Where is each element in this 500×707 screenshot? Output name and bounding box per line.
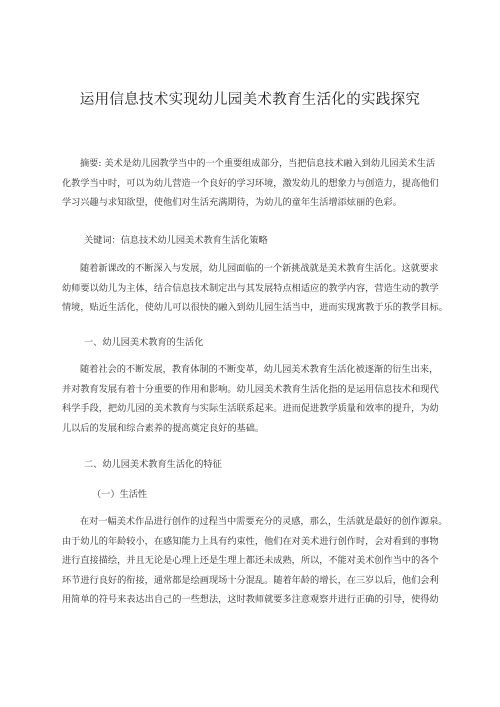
section2-line: 在对一幅美术作品进行创作的过程当中需要充分的灵感，那么，生活就是最好的创作源泉。	[80, 516, 448, 527]
intro-paragraph	[62, 259, 448, 318]
section2-line: 环节进行良好的衔接，通常都是绘画现场十分混乱。随着年龄的增长，在三岁以后，他们会利	[62, 574, 439, 586]
document-title: 运用信息技术实现幼儿园美术教育生活化的实践探究	[79, 92, 421, 108]
intro-line: 幼师要以幼儿为主体，结合信息技术制定出与其发展特点相适应的教学内容，营造生动的教学	[62, 282, 439, 294]
abstract-line: 化教学当中时，可以为幼儿营造一个良好的学习环境，激发幼儿的想象力与创造力，提高他们	[62, 177, 439, 189]
section1-line: 科学手段，把幼儿园的美术教育与实际生活联系起来。进而促进教学质量和效率的提升，为幼	[62, 403, 439, 414]
intro-line: 情境，贴近生活化，使幼儿可以很快的融入到幼儿园生活当中，进而实现寓教于乐的教学目标。	[62, 302, 448, 313]
section2-subheading: （一）生活性	[92, 489, 148, 500]
section2-paragraph	[62, 512, 448, 610]
abstract-line: 摘要: 美术是幼儿园教学当中的一个重要组成部分，当把信息技术融入到幼儿园美术生活	[80, 158, 436, 169]
section1-heading: 一、幼儿园美术教育的生活化	[84, 337, 204, 348]
keywords-line: 关键词：信息技术幼儿园美术教育生活化策略	[84, 235, 268, 246]
intro-line: 随着新课改的不断深入与发展，幼儿园面临的一个新挑战就是美术教育生活化。这就要求	[80, 263, 439, 274]
section2-line: 由于幼儿的年龄较小，在感知能力上具有约束性，他们在对美术进行创作时，会对看到的事物	[62, 535, 439, 547]
abstract-paragraph	[62, 154, 448, 213]
section1-line: 并对教育发展有着十分重要的作用和影响。幼儿园美术教育生活化指的是运用信息技术和现代	[62, 383, 439, 395]
section1-line: 儿以后的发展和综合素养的提高奠定良好的基础。	[62, 422, 265, 434]
abstract-line: 学习兴趣与求知欲望，使他们对生活充满期待，为幼儿的童年生活增添炫丽的色彩。	[62, 197, 402, 208]
section1-line: 随着社会的不断发展，教育体制的不断变革，幼儿园美术教育生活化被逐渐的衍生出来，	[80, 364, 439, 375]
section2-heading: 二、幼儿园美术教育生活化的特征	[84, 459, 222, 470]
section2-line: 用简单的符号来表达出自己的一些想法，这时教师就要多注意观察并进行正确的引导，使得幼	[62, 594, 439, 605]
section2-line: 进行直接描绘，并且无论是心理上还是生理上都还未成熟，所以，不能对美术创作当中的各个	[62, 555, 439, 566]
section1-paragraph	[62, 360, 448, 438]
